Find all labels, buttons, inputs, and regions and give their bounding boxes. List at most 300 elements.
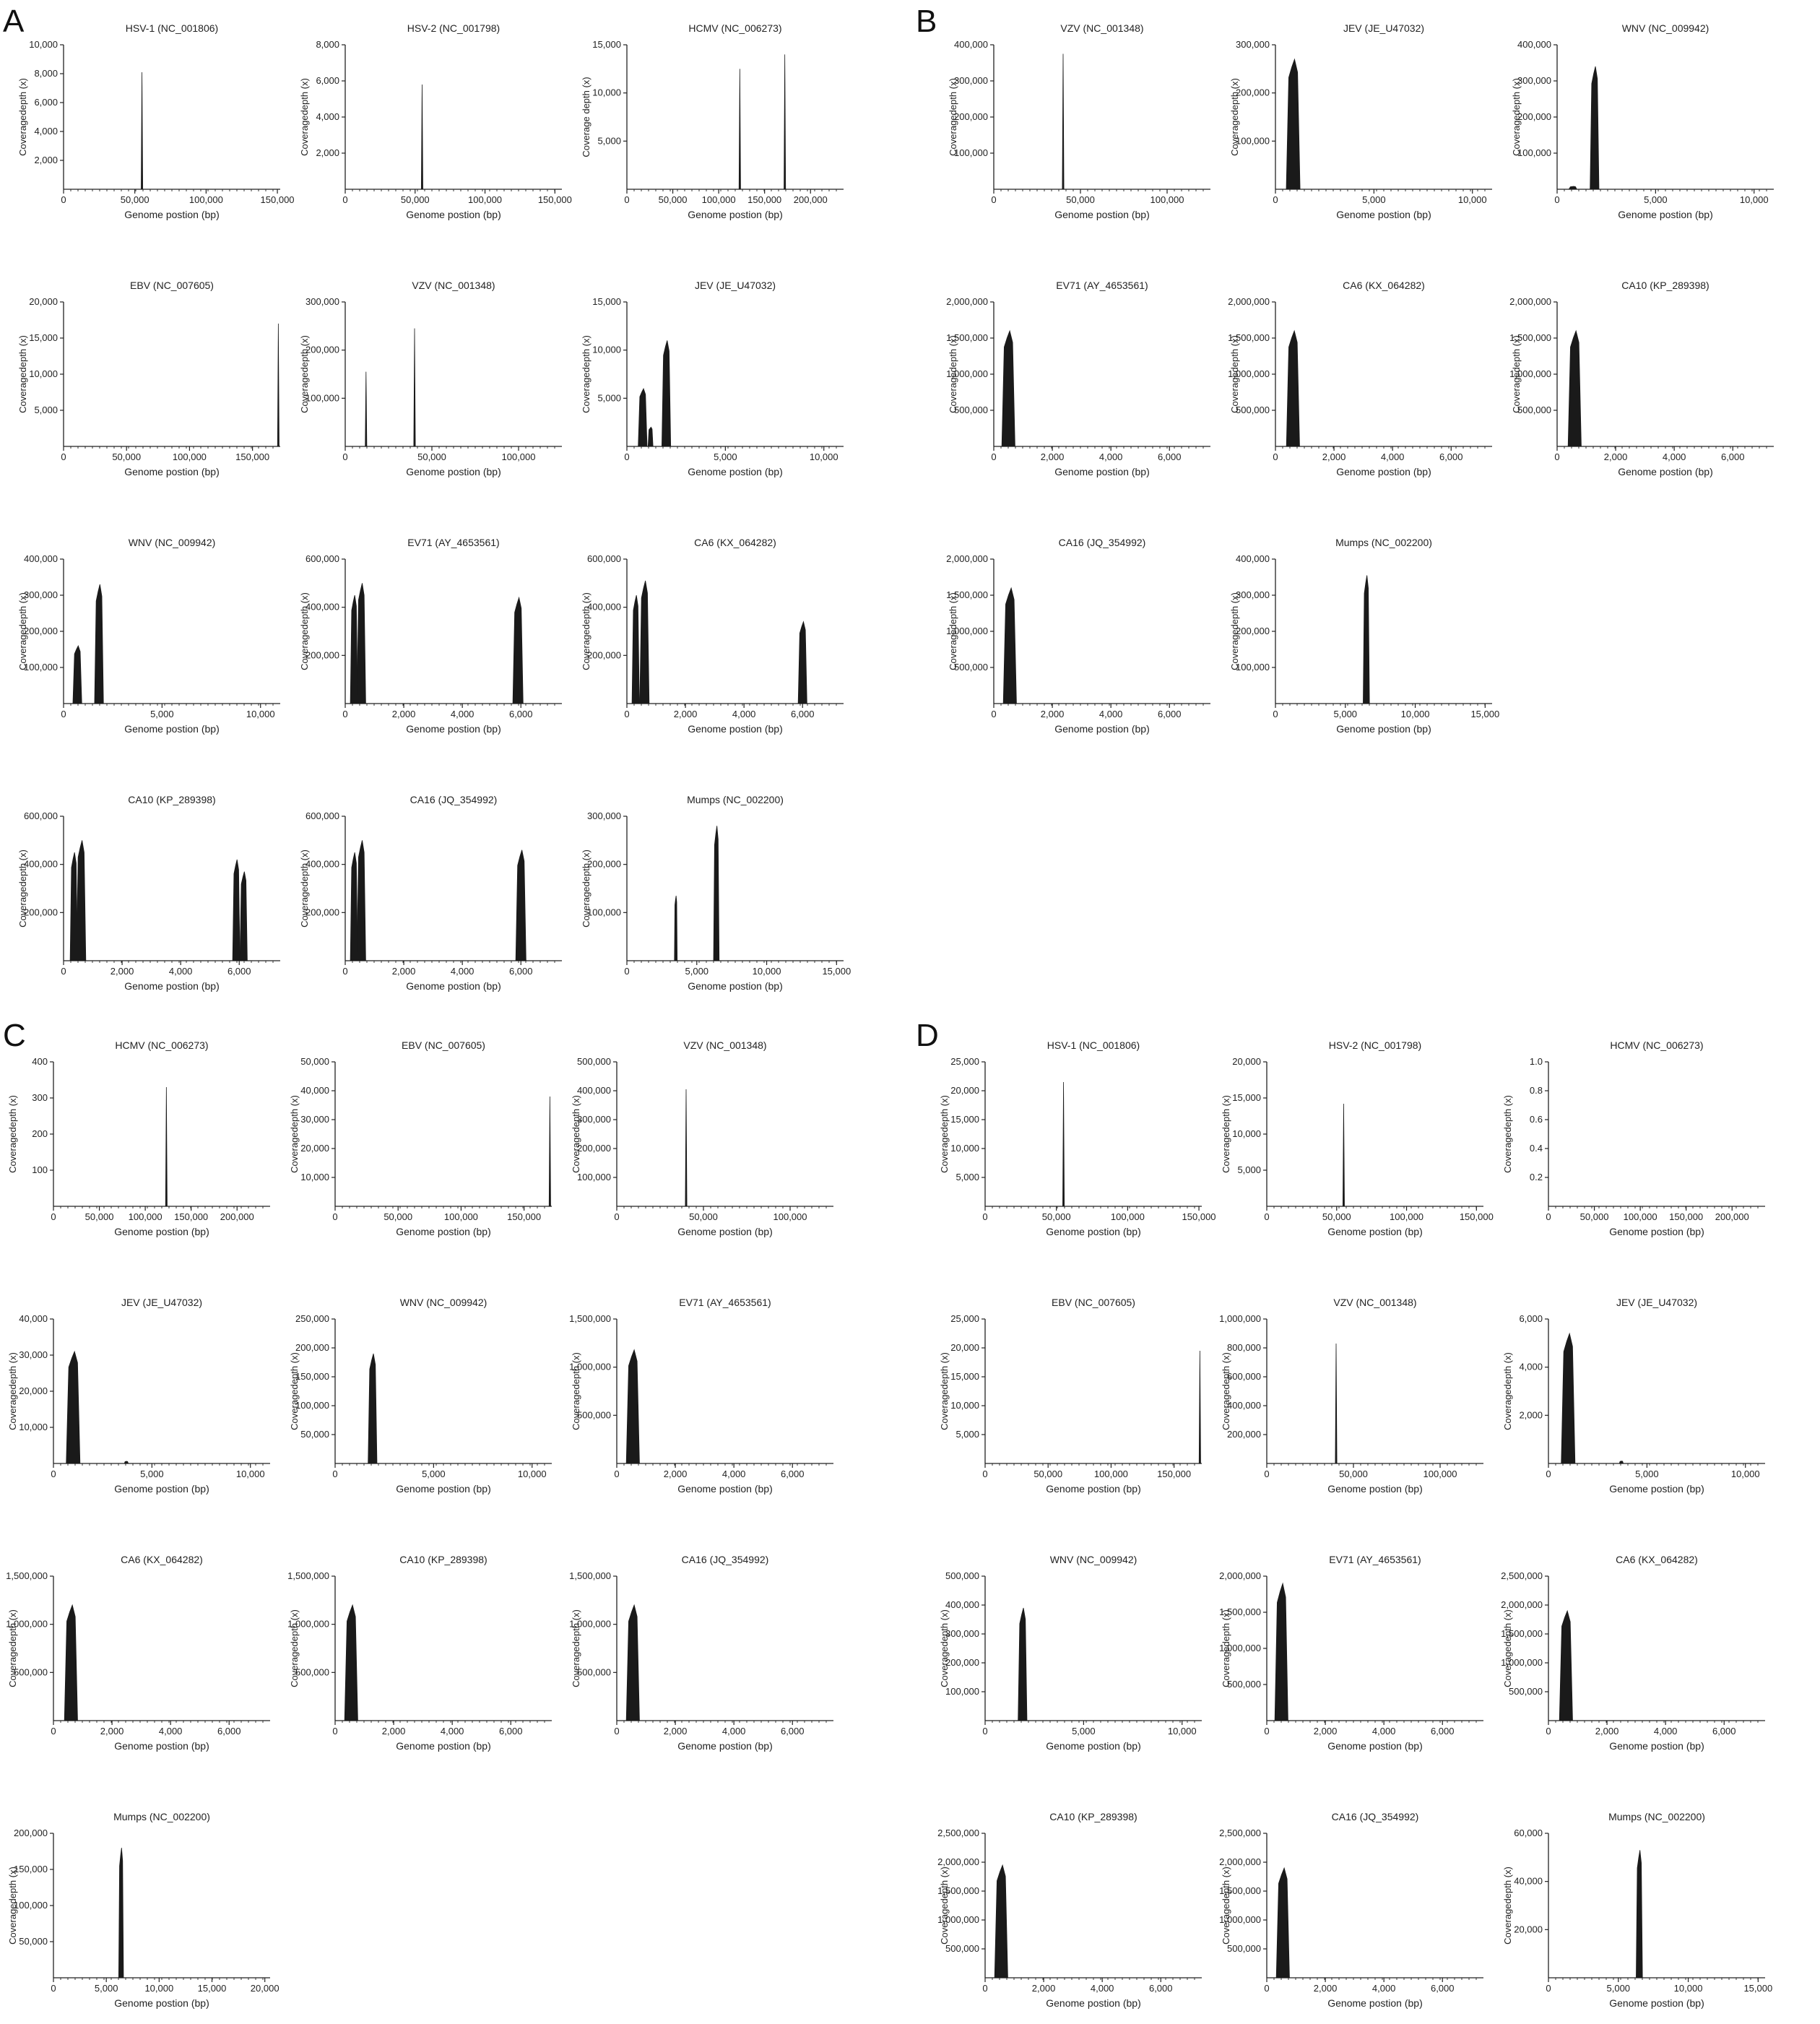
x-axis-label: Genome postion (bp) — [1336, 466, 1431, 477]
x-tick-label: 100,000 — [773, 1211, 807, 1222]
y-tick-label: 100,000 — [1517, 147, 1551, 158]
coverage-peak — [739, 69, 740, 189]
x-tick-label: 50,000 — [120, 194, 150, 205]
y-tick-label: 5,000 — [956, 1172, 979, 1182]
y-tick-label: 100,000 — [587, 907, 621, 918]
x-tick-label: 6,000 — [227, 966, 251, 977]
y-axis-label: Coveragedepth (x) — [289, 1609, 300, 1687]
coverage-peak — [1286, 59, 1300, 189]
x-tick-label: 2,000 — [100, 1726, 124, 1737]
x-axis-label: Genome postion (bp) — [124, 980, 220, 992]
x-tick-label: 6,000 — [790, 709, 815, 719]
x-tick-label: 0 — [1264, 1469, 1270, 1479]
x-tick-label: 0 — [1273, 451, 1278, 462]
x-axis-label: Genome postion (bp) — [1046, 1226, 1141, 1237]
x-tick-label: 4,000 — [722, 1469, 746, 1479]
coverage-peak — [648, 427, 653, 446]
x-tick-label: 0 — [982, 1983, 988, 1994]
chart-title: CA6 (KX_064282) — [694, 537, 776, 548]
coverage-peak — [784, 54, 786, 189]
x-axis-label: Genome postion (bp) — [124, 209, 220, 220]
y-axis-label: Coveragedepth (x) — [299, 592, 310, 670]
y-tick-label: 1,500,000 — [1228, 332, 1270, 343]
y-tick-label: 1,000,000 — [1509, 368, 1551, 379]
x-axis-label: Genome postion (bp) — [396, 1226, 491, 1237]
y-axis-label: Coveragedepth (x) — [1502, 1867, 1513, 1945]
coverage-peak — [626, 1350, 639, 1463]
y-axis-label: Coveragedepth (x) — [948, 335, 958, 413]
y-tick-label: 40,000 — [19, 1313, 48, 1324]
x-tick-label: 4,000 — [1662, 451, 1686, 462]
y-tick-label: 100,000 — [945, 1686, 979, 1697]
y-tick-label: 300,000 — [587, 810, 621, 821]
y-tick-label: 300,000 — [306, 296, 339, 307]
x-axis-label: Genome postion (bp) — [114, 1226, 209, 1237]
x-tick-label: 0 — [614, 1726, 620, 1737]
y-tick-label: 500,000 — [14, 1666, 48, 1678]
y-tick-label: 400,000 — [24, 858, 58, 870]
chart-title: WNV (NC_009942) — [128, 537, 216, 548]
chart-title: EV71 (AY_4653561) — [679, 1297, 771, 1308]
y-axis-label: Coveragedepth (x) — [299, 78, 310, 156]
chart-title: CA10 (KP_289398) — [399, 1554, 488, 1565]
y-axis-label: Coveragedepth (x) — [299, 335, 310, 413]
x-tick-label: 50,000 — [1041, 1211, 1071, 1222]
y-axis-label: Coveragedepth (x) — [1229, 78, 1240, 156]
coverage-chart — [1511, 277, 1791, 493]
y-axis-label: Coveragedepth (x) — [289, 1095, 300, 1173]
y-tick-label: 600,000 — [306, 553, 339, 564]
x-tick-label: 0 — [982, 1211, 988, 1222]
y-tick-label: 25,000 — [950, 1056, 979, 1067]
x-axis-label: Genome postion (bp) — [114, 1483, 209, 1495]
coverage-peak — [277, 324, 279, 446]
coverage-chart — [581, 20, 861, 235]
y-axis-label: Coveragedepth (x) — [7, 1867, 18, 1945]
coverage-peak — [421, 85, 422, 189]
coverage-chart — [571, 1037, 851, 1253]
y-axis-label: Coveragedepth (x) — [1511, 78, 1522, 156]
x-tick-label: 4,000 — [440, 1726, 464, 1737]
x-tick-label: 4,000 — [1380, 451, 1405, 462]
y-tick-label: 200,000 — [1227, 1429, 1261, 1440]
x-tick-label: 50,000 — [658, 194, 688, 205]
x-axis-label: Genome postion (bp) — [396, 1483, 491, 1495]
coverage-chart — [289, 1037, 569, 1253]
y-tick-label: 1,000,000 — [1228, 368, 1270, 379]
y-tick-label: 1,500,000 — [569, 1313, 611, 1324]
y-tick-label: 600,000 — [306, 810, 339, 821]
x-tick-label: 5,000 — [1644, 194, 1668, 205]
y-axis-label: Coveragedepth (x) — [289, 1352, 300, 1430]
y-tick-label: 400,000 — [1227, 1400, 1261, 1411]
x-tick-label: 0 — [1273, 709, 1278, 719]
chart-title: CA16 (JQ_354992) — [410, 794, 498, 805]
chart-title: EBV (NC_007605) — [402, 1039, 485, 1051]
y-axis-label: Coveragedepth (x) — [571, 1352, 581, 1430]
y-axis-label: Coveragedepth (x) — [1221, 1095, 1231, 1173]
y-axis-label: Coveragedepth (x) — [1221, 1609, 1231, 1687]
coverage-chart — [948, 535, 1228, 750]
x-tick-label: 50,000 — [84, 1211, 114, 1222]
x-tick-label: 100,000 — [443, 1211, 478, 1222]
y-tick-label: 400 — [32, 1056, 48, 1067]
x-tick-label: 0 — [342, 709, 348, 719]
y-tick-label: 1,000,000 — [1501, 1657, 1543, 1668]
x-tick-label: 100,000 — [1423, 1469, 1457, 1479]
x-tick-label: 4,000 — [158, 1726, 183, 1737]
x-tick-label: 6,000 — [498, 1726, 523, 1737]
coverage-peak — [1276, 1868, 1289, 1978]
x-tick-label: 10,000 — [144, 1983, 174, 1994]
y-tick-label: 2,000,000 — [946, 296, 988, 307]
coverage-peak — [233, 860, 240, 961]
x-axis-label: Genome postion (bp) — [1327, 1740, 1423, 1752]
x-tick-label: 0 — [1546, 1211, 1551, 1222]
chart-title: EBV (NC_007605) — [130, 280, 214, 291]
x-tick-label: 2,000 — [391, 966, 416, 977]
coverage-chart — [299, 277, 579, 493]
chart-title: HSV-1 (NC_001806) — [125, 22, 219, 34]
x-axis-label: Genome postion (bp) — [1054, 209, 1150, 220]
coverage-peak — [357, 583, 365, 704]
y-tick-label: 200,000 — [306, 907, 339, 918]
y-tick-label: 2,500,000 — [1219, 1828, 1261, 1838]
y-tick-label: 20,000 — [29, 296, 58, 307]
x-tick-label: 4,000 — [722, 1726, 746, 1737]
chart-title: JEV (JE_U47032) — [1343, 22, 1425, 34]
x-tick-label: 10,000 — [1730, 1469, 1760, 1479]
y-axis-label: Coveragedepth (x) — [939, 1352, 950, 1430]
x-tick-label: 6,000 — [1430, 1726, 1455, 1737]
y-tick-label: 4,000 — [34, 126, 58, 137]
y-tick-label: 200,000 — [1236, 626, 1270, 636]
coverage-peak — [118, 1848, 124, 1978]
y-tick-label: 1,500,000 — [1509, 332, 1551, 343]
y-tick-label: 15,000 — [950, 1371, 979, 1382]
x-tick-label: 10,000 — [1167, 1726, 1197, 1737]
x-axis-label: Genome postion (bp) — [688, 723, 783, 735]
x-tick-label: 5,000 — [422, 1469, 446, 1479]
x-axis-label: Genome postion (bp) — [114, 1997, 209, 2009]
x-axis-label: Genome postion (bp) — [1046, 1483, 1141, 1495]
x-axis-label: Genome postion (bp) — [1327, 1483, 1423, 1495]
x-tick-label: 15,000 — [1743, 1983, 1773, 1994]
x-tick-label: 0 — [342, 194, 348, 205]
x-tick-label: 0 — [624, 451, 630, 462]
chart-title: HSV-1 (NC_001806) — [1046, 1039, 1140, 1051]
y-axis-label: Coveragedepth (x) — [581, 849, 592, 927]
y-tick-label: 300,000 — [945, 1628, 979, 1639]
chart-title: EV71 (AY_4653561) — [1329, 1554, 1421, 1565]
coverage-chart — [939, 1037, 1219, 1253]
x-tick-label: 15,000 — [822, 966, 852, 977]
y-axis-label: Coveragedepth (x) — [1511, 335, 1522, 413]
y-axis-label: Coveragedepth (x) — [1502, 1352, 1513, 1430]
x-axis-label: Genome postion (bp) — [1609, 1483, 1704, 1495]
coverage-chart — [939, 1294, 1219, 1510]
coverage-chart — [7, 1037, 287, 1253]
x-tick-label: 6,000 — [1157, 451, 1182, 462]
coverage-peak — [1619, 1461, 1623, 1463]
x-tick-label: 2,000 — [1595, 1726, 1619, 1737]
x-tick-label: 0 — [61, 966, 66, 977]
x-axis-label: Genome postion (bp) — [406, 209, 501, 220]
y-tick-label: 20,000 — [950, 1085, 979, 1096]
y-tick-label: 20,000 — [1514, 1924, 1543, 1935]
y-tick-label: 5,000 — [34, 405, 58, 415]
y-tick-label: 1,500,000 — [287, 1570, 329, 1581]
y-axis-label: Coveragedepth (x) — [1502, 1095, 1513, 1173]
x-tick-label: 4,000 — [1372, 1726, 1396, 1737]
y-axis-label: Coveragedepth (x) — [299, 849, 310, 927]
coverage-chart — [17, 20, 298, 235]
y-tick-label: 50,000 — [19, 1936, 48, 1947]
x-axis-label: Genome postion (bp) — [1054, 723, 1150, 735]
y-tick-label: 0.6 — [1529, 1114, 1543, 1125]
y-tick-label: 1,000,000 — [1219, 1313, 1261, 1324]
coverage-chart — [17, 277, 298, 493]
x-tick-label: 4,000 — [1372, 1983, 1396, 1994]
x-axis-label: Genome postion (bp) — [677, 1483, 773, 1495]
x-tick-label: 2,000 — [110, 966, 134, 977]
x-axis-label: Genome postion (bp) — [1618, 466, 1713, 477]
y-tick-label: 60,000 — [1514, 1828, 1543, 1838]
y-tick-label: 1,500,000 — [946, 332, 988, 343]
chart-title: EV71 (AY_4653561) — [407, 537, 500, 548]
y-tick-label: 10,000 — [300, 1172, 329, 1182]
y-axis-label: Coveragedepth (x) — [17, 592, 28, 670]
y-tick-label: 10,000 — [592, 87, 621, 98]
y-tick-label: 300,000 — [1236, 39, 1270, 50]
coverage-peak — [1062, 1082, 1064, 1206]
y-tick-label: 150,000 — [14, 1864, 48, 1874]
chart-title: HSV-2 (NC_001798) — [407, 22, 500, 34]
y-tick-label: 500,000 — [1509, 1686, 1543, 1697]
y-tick-label: 200,000 — [1236, 87, 1270, 98]
x-tick-label: 50,000 — [1339, 1469, 1368, 1479]
coverage-peak — [1569, 186, 1577, 189]
y-tick-label: 10,000 — [19, 1422, 48, 1432]
coverage-chart — [299, 535, 579, 750]
y-tick-label: 1.0 — [1529, 1056, 1543, 1067]
y-tick-label: 500,000 — [945, 1570, 979, 1581]
x-tick-label: 6,000 — [780, 1469, 805, 1479]
y-axis-label: Coveragedepth (x) — [581, 592, 592, 670]
y-tick-label: 2,000,000 — [1219, 1856, 1261, 1867]
y-tick-label: 2,000,000 — [937, 1856, 979, 1867]
y-tick-label: 6,000 — [316, 75, 339, 86]
x-tick-label: 0 — [61, 451, 66, 462]
x-tick-label: 6,000 — [217, 1726, 241, 1737]
y-tick-label: 100,000 — [954, 147, 988, 158]
x-tick-label: 0 — [614, 1211, 620, 1222]
y-tick-label: 20,000 — [950, 1342, 979, 1353]
x-tick-label: 2,000 — [1031, 1983, 1056, 1994]
y-tick-label: 40,000 — [300, 1085, 329, 1096]
coverage-chart — [17, 792, 298, 1007]
coverage-chart — [7, 1552, 287, 1767]
y-tick-label: 100,000 — [306, 392, 339, 404]
y-tick-label: 1,500,000 — [946, 589, 988, 600]
y-tick-label: 500,000 — [577, 1666, 611, 1678]
x-tick-label: 0 — [342, 966, 348, 977]
y-tick-label: 10,000 — [950, 1143, 979, 1154]
y-tick-label: 400,000 — [306, 858, 339, 870]
x-axis-label: Genome postion (bp) — [688, 466, 783, 477]
coverage-chart — [299, 20, 579, 235]
coverage-chart — [1502, 1294, 1782, 1510]
y-tick-label: 200,000 — [306, 344, 339, 355]
x-axis-label: Genome postion (bp) — [688, 209, 783, 220]
y-tick-label: 200,000 — [587, 649, 621, 661]
y-tick-label: 30,000 — [19, 1349, 48, 1360]
y-tick-label: 15,000 — [592, 39, 621, 50]
x-tick-label: 0 — [51, 1469, 56, 1479]
y-axis-label: Coveragedepth (x) — [7, 1609, 18, 1687]
y-tick-label: 100,000 — [1236, 135, 1270, 147]
chart-title: EV71 (AY_4653561) — [1056, 280, 1148, 291]
coverage-chart — [1229, 277, 1509, 493]
x-tick-label: 50,000 — [112, 451, 142, 462]
panel-label-b: B — [916, 4, 937, 39]
coverage-chart — [581, 792, 861, 1007]
y-tick-label: 500,000 — [577, 1056, 611, 1067]
x-tick-label: 50,000 — [1580, 1211, 1609, 1222]
y-tick-label: 10,000 — [1232, 1128, 1261, 1139]
y-tick-label: 1,000,000 — [569, 1361, 611, 1372]
chart-title: JEV (JE_U47032) — [1616, 1297, 1698, 1308]
x-tick-label: 10,000 — [1673, 1983, 1703, 1994]
coverage-peak — [1590, 66, 1599, 189]
coverage-peak — [414, 329, 415, 446]
y-tick-label: 4,000 — [1519, 1361, 1543, 1372]
x-tick-label: 4,000 — [1090, 1983, 1114, 1994]
panel-label-a: A — [3, 4, 25, 39]
y-tick-label: 2,000,000 — [1228, 296, 1270, 307]
x-tick-label: 50,000 — [400, 194, 430, 205]
y-tick-label: 5,000 — [1237, 1164, 1261, 1175]
y-tick-label: 1,500,000 — [1219, 1885, 1261, 1896]
x-tick-label: 200,000 — [220, 1211, 254, 1222]
chart-title: CA10 (KP_289398) — [128, 794, 216, 805]
coverage-peak — [1002, 331, 1015, 446]
y-axis-label: Coveragedepth (x) — [1229, 592, 1240, 670]
y-axis-label: Coveragedepth (x) — [571, 1609, 581, 1687]
chart-title: JEV (JE_U47032) — [121, 1297, 203, 1308]
y-tick-label: 15,000 — [950, 1114, 979, 1125]
coverage-peak — [798, 622, 807, 704]
y-tick-label: 10,000 — [950, 1400, 979, 1411]
coverage-peak — [141, 72, 142, 189]
y-tick-label: 2,000 — [316, 147, 339, 158]
x-tick-label: 150,000 — [174, 1211, 209, 1222]
x-tick-label: 100,000 — [1150, 194, 1184, 205]
chart-title: WNV (NC_009942) — [399, 1297, 488, 1308]
y-tick-label: 100,000 — [577, 1172, 611, 1182]
x-tick-label: 6,000 — [1712, 1726, 1736, 1737]
coverage-chart — [948, 277, 1228, 493]
chart-title: WNV (NC_009942) — [1049, 1554, 1138, 1565]
x-tick-label: 0 — [982, 1469, 988, 1479]
y-axis-label: Coveragedepth (x) — [939, 1867, 950, 1945]
coverage-chart — [939, 1809, 1219, 2024]
coverage-chart — [1221, 1809, 1501, 2024]
y-tick-label: 200,000 — [577, 1143, 611, 1154]
x-tick-label: 2,000 — [391, 709, 416, 719]
x-tick-label: 50,000 — [1066, 194, 1095, 205]
x-tick-label: 10,000 — [809, 451, 838, 462]
coverage-chart — [571, 1294, 851, 1510]
x-tick-label: 200,000 — [1715, 1211, 1749, 1222]
x-tick-label: 50,000 — [384, 1211, 413, 1222]
chart-title: CA6 (KX_064282) — [1343, 280, 1425, 291]
coverage-peak — [350, 595, 358, 704]
chart-title: HSV-2 (NC_001798) — [1328, 1039, 1422, 1051]
y-tick-label: 600,000 — [24, 810, 58, 821]
coverage-peak — [513, 597, 523, 704]
y-tick-label: 800,000 — [1227, 1342, 1261, 1353]
x-tick-label: 2,000 — [381, 1726, 406, 1737]
x-tick-label: 2,000 — [1040, 451, 1065, 462]
x-tick-label: 6,000 — [1439, 451, 1463, 462]
coverage-peak — [368, 1354, 377, 1463]
coverage-peak — [662, 340, 670, 446]
coverage-chart — [1502, 1552, 1782, 1767]
x-tick-label: 50,000 — [417, 451, 446, 462]
x-tick-label: 0 — [1264, 1726, 1270, 1737]
x-axis-label: Genome postion (bp) — [406, 980, 501, 992]
x-tick-label: 150,000 — [1157, 1469, 1192, 1479]
x-tick-label: 150,000 — [537, 194, 572, 205]
y-tick-label: 300,000 — [577, 1114, 611, 1125]
x-tick-label: 5,000 — [150, 709, 174, 719]
x-tick-label: 0 — [991, 709, 997, 719]
coverage-chart — [581, 277, 861, 493]
y-axis-label: Coveragedepth (x) — [1221, 1352, 1231, 1430]
y-tick-label: 2,000,000 — [1219, 1570, 1261, 1581]
y-tick-label: 8,000 — [316, 39, 339, 50]
x-tick-label: 5,000 — [714, 451, 737, 462]
chart-title: Mumps (NC_002200) — [1335, 537, 1432, 548]
x-axis-label: Genome postion (bp) — [1336, 209, 1431, 220]
x-axis-label: Genome postion (bp) — [406, 723, 501, 735]
x-tick-label: 10,000 — [1739, 194, 1769, 205]
y-tick-label: 2,000,000 — [1509, 296, 1551, 307]
x-tick-label: 0 — [51, 1983, 56, 1994]
x-axis-label: Genome postion (bp) — [1618, 209, 1713, 220]
y-tick-label: 400,000 — [1236, 553, 1270, 564]
x-axis-label: Genome postion (bp) — [1609, 1997, 1704, 2009]
x-tick-label: 0 — [1546, 1469, 1551, 1479]
x-tick-label: 200,000 — [793, 194, 828, 205]
coverage-chart — [289, 1294, 569, 1510]
y-tick-label: 1,500,000 — [569, 1570, 611, 1581]
coverage-peak — [1561, 1333, 1575, 1463]
x-tick-label: 6,000 — [1720, 451, 1745, 462]
y-tick-label: 2,000 — [1519, 1409, 1543, 1421]
x-tick-label: 10,000 — [1400, 709, 1430, 719]
x-tick-label: 0 — [332, 1469, 338, 1479]
coverage-peak — [1286, 331, 1299, 446]
coverage-peak — [632, 595, 639, 704]
y-tick-label: 400,000 — [1517, 39, 1551, 50]
x-tick-label: 100,000 — [172, 451, 207, 462]
x-tick-label: 5,000 — [685, 966, 709, 977]
x-tick-label: 2,000 — [1322, 451, 1346, 462]
y-tick-label: 5,000 — [956, 1429, 979, 1440]
chart-title: VZV (NC_001348) — [683, 1039, 767, 1051]
